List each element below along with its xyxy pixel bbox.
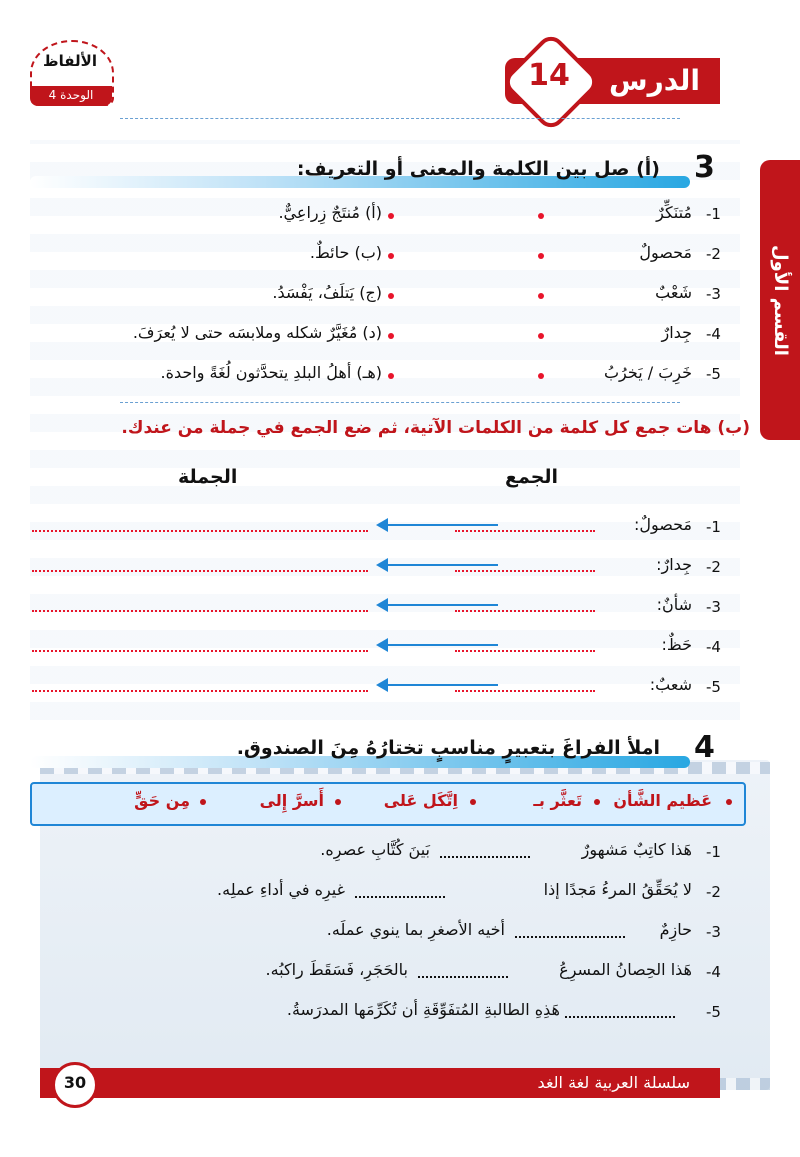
plural-word-5: شعبٌ: <box>649 675 692 694</box>
word-bank-item-3[interactable]: اِتَّكَل عَلى <box>383 791 458 810</box>
plural-word-2: جِدارٌ: <box>656 555 692 574</box>
plural-word-3: شأنٌ: <box>656 595 692 614</box>
sentence-end-2: غيرِه في أداءِ عملِه. <box>217 880 345 899</box>
bullet-icon <box>726 799 732 805</box>
match-dot-meaning-1[interactable] <box>388 213 394 219</box>
sentence-answer-1[interactable] <box>32 530 368 532</box>
match-dot-meaning-3[interactable] <box>388 293 394 299</box>
plural-answer-5[interactable] <box>455 690 595 692</box>
plural-num-4: -4 <box>706 638 721 656</box>
plural-answer-4[interactable] <box>455 650 595 652</box>
lesson-number: 14 <box>528 58 570 93</box>
sentence-start-2: لا يُحَقِّقُ المرءُ مَجدًا إذا <box>543 880 692 899</box>
match-word-4: جِدارٌ <box>661 323 692 342</box>
word-bank-item-4[interactable]: أَسرَّ إِلى <box>259 791 324 810</box>
plural-answer-1[interactable] <box>455 530 595 532</box>
match-num-4: -4 <box>706 325 721 343</box>
match-meaning-1: (أ) مُنتَجٌ زِراعِيٌّ. <box>278 203 382 222</box>
arrow-icon <box>378 524 498 526</box>
sentence-text-5: هَذِهِ الطالبةِ المُتفَوِّقَةِ أن تُكَرِّمَها المدرَسةُ. <box>286 1000 560 1019</box>
arrow-icon <box>378 604 498 606</box>
sentence-answer-5[interactable] <box>32 690 368 692</box>
bullet-icon <box>470 799 476 805</box>
word-bank-item-5[interactable]: مِن حَقٍّ <box>134 791 190 810</box>
lesson-word: الدرس <box>608 64 700 97</box>
match-meaning-5: (هـ) أهلُ البلدِ يتحدَّثون لُغَةً واحدة. <box>160 363 382 382</box>
sentence-answer-3[interactable] <box>32 610 368 612</box>
match-num-5: -5 <box>706 365 721 383</box>
match-word-5: خَرِبَ / يَخرُبُ <box>603 363 692 382</box>
match-dot-word-4[interactable] <box>538 333 544 339</box>
sentence-end-1: بَينَ كُتَّابِ عصرِه. <box>320 840 430 859</box>
col-plural-header: الجمع <box>505 466 559 488</box>
match-meaning-2: (ب) حائطٌ. <box>309 243 382 262</box>
bullet-icon <box>594 799 600 805</box>
sentence-start-4: هَذا الحِصانُ المسرِعُ <box>559 960 692 979</box>
sentence-num-4: -4 <box>706 963 721 981</box>
match-dot-meaning-4[interactable] <box>388 333 394 339</box>
header-divider <box>120 118 680 120</box>
match-word-1: مُتنَكِّرٌ <box>656 203 692 222</box>
arrow-icon <box>378 644 498 646</box>
sentence-end-4: بالحَجَرِ، فَسَقَطَ راكبُه. <box>265 960 408 979</box>
word-bank-item-1[interactable]: عَظيم الشَّأن <box>613 791 712 810</box>
blank-5[interactable] <box>565 1016 675 1018</box>
match-word-3: شَعْبٌ <box>655 283 692 302</box>
section4-title: املأ الفراغَ بتعبيرٍ مناسبٍ تختارُهُ مِنَ الصندوق. <box>236 737 660 759</box>
sentence-answer-4[interactable] <box>32 650 368 652</box>
match-dot-word-3[interactable] <box>538 293 544 299</box>
arrow-icon <box>378 684 498 686</box>
plural-answer-2[interactable] <box>455 570 595 572</box>
unit-label: الوحدة 4 <box>48 88 94 102</box>
bullet-icon <box>335 799 341 805</box>
side-tab-label: القسم الأول <box>770 244 791 356</box>
match-dot-meaning-5[interactable] <box>388 373 394 379</box>
match-num-3: -3 <box>706 285 721 303</box>
page-number: 30 <box>63 1073 87 1092</box>
plural-num-1: -1 <box>706 518 721 536</box>
part-b-title: (ب) هات جمع كل كلمة من الكلمات الآتية، ثم ضع الجمع في جملة من عندك. <box>121 418 750 438</box>
match-meaning-3: (ج) يَتلَفُ، يَفْسَدُ. <box>272 283 382 302</box>
match-dot-meaning-2[interactable] <box>388 253 394 259</box>
section-divider <box>120 402 680 404</box>
series-title: سلسلة العربية لغة الغد <box>537 1073 690 1092</box>
arrow-icon <box>378 564 498 566</box>
match-meaning-4: (د) مُغَيَّرٌ شكله وملابسَه حتى لا يُعرَفَ. <box>132 323 382 342</box>
blank-1[interactable] <box>440 856 530 858</box>
sentence-num-5: -5 <box>706 1003 721 1021</box>
plural-answer-3[interactable] <box>455 610 595 612</box>
match-num-1: -1 <box>706 205 721 223</box>
sentence-answer-2[interactable] <box>32 570 368 572</box>
section3-number: 3 <box>694 150 715 185</box>
plural-num-5: -5 <box>706 678 721 696</box>
blank-3[interactable] <box>515 936 625 938</box>
plural-word-4: حَظٌ: <box>661 635 692 654</box>
section3-title: (أ) صل بين الكلمة والمعنى أو التعريف: <box>296 158 660 180</box>
sentence-start-1: هَذا كاتِبٌ مَشهورٌ <box>581 840 692 859</box>
plural-num-3: -3 <box>706 598 721 616</box>
bullet-icon <box>200 799 206 805</box>
match-dot-word-5[interactable] <box>538 373 544 379</box>
match-num-2: -2 <box>706 245 721 263</box>
blank-4[interactable] <box>418 976 508 978</box>
sentence-num-2: -2 <box>706 883 721 901</box>
sentence-end-3: أخيه الأصغرِ بما ينوي عملَه. <box>326 920 505 939</box>
sentence-num-1: -1 <box>706 843 721 861</box>
sentence-num-3: -3 <box>706 923 721 941</box>
unit-title: الألفاظ <box>43 52 97 70</box>
plural-num-2: -2 <box>706 558 721 576</box>
match-dot-word-2[interactable] <box>538 253 544 259</box>
sentence-start-3: حازِمٌ <box>659 920 692 939</box>
match-dot-word-1[interactable] <box>538 213 544 219</box>
col-sentence-header: الجملة <box>178 466 238 488</box>
match-word-2: مَحصولٌ <box>639 243 692 262</box>
section4-number: 4 <box>694 730 715 765</box>
plural-word-1: مَحصولٌ: <box>633 515 692 534</box>
word-bank-item-2[interactable]: تَعثَّر بـ <box>533 791 582 810</box>
blank-2[interactable] <box>355 896 445 898</box>
